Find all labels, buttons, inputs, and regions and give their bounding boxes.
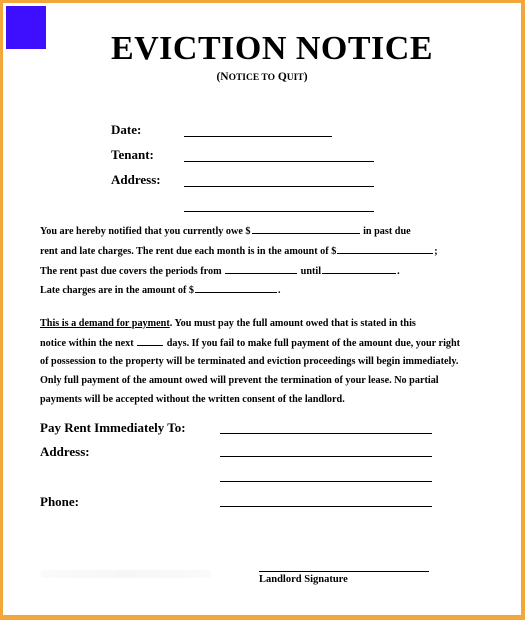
demand-text: This is a demand for payment [40, 318, 170, 329]
periods-text: The rent past due covers the periods from [40, 266, 222, 277]
pay-address-label: Address: [40, 444, 90, 459]
phone-line[interactable] [220, 506, 432, 507]
phone-label: Phone: [40, 494, 79, 509]
owed-amount-blank[interactable] [252, 221, 360, 234]
possession-line [40, 352, 458, 372]
monthly-rent-blank[interactable] [337, 241, 433, 254]
late-charges-end-text: . [278, 285, 281, 296]
address-line-1[interactable] [184, 186, 374, 187]
address-line-2[interactable] [184, 211, 374, 212]
until-text: until [300, 266, 322, 277]
days-line [40, 333, 460, 354]
period-from-blank[interactable] [225, 261, 297, 274]
days-blank[interactable] [137, 333, 163, 346]
owed-text: You are hereby notified that you currently owe $ [40, 226, 251, 237]
within-text: notice within the next [40, 338, 134, 349]
period-end-text: . [397, 266, 400, 277]
pay-address-line-2[interactable] [220, 481, 432, 482]
demand-line [40, 314, 416, 334]
monthly-rent-line [40, 241, 438, 262]
days-rest-text: days. If you fail to make full payment of the amount due, your right [166, 338, 461, 349]
tenant-label: Tenant: [111, 147, 154, 162]
late-charges-blank[interactable] [195, 280, 277, 293]
tenant-line[interactable] [184, 161, 374, 162]
pay-rent-line[interactable] [220, 433, 432, 434]
possession-text: of possession to the property will be terminated and eviction proceedings will begin immediately. [40, 356, 459, 367]
monthly-rent-text: rent and late charges. The rent due each month is in the amount of $ [40, 246, 337, 257]
faint-watermark [41, 570, 211, 578]
signature-line[interactable] [259, 571, 429, 572]
page-subtitle: (NOTICE TO QUIT) [216, 71, 308, 83]
period-until-blank[interactable] [322, 261, 396, 274]
partial-payments-line [40, 390, 345, 410]
past-due-text: in past due [363, 226, 411, 237]
address-label: Address: [111, 172, 161, 187]
demand-rest-text: . You must pay the full amount owed that is stated in this [169, 318, 416, 329]
late-charges-text: Late charges are in the amount of $ [40, 285, 195, 296]
full-payment-line [40, 371, 439, 391]
partial-payments-text: payments will be accepted without the written consent of the landlord. [40, 394, 345, 405]
owed-line [40, 221, 411, 242]
semicolon-text: ; [434, 246, 438, 257]
page-title: EVICTION NOTICE [110, 30, 434, 67]
pay-address-line-1[interactable] [220, 456, 432, 457]
pay-rent-label: Pay Rent Immediately To: [40, 420, 186, 435]
signature-label: Landlord Signature [259, 574, 348, 585]
periods-line [40, 261, 400, 282]
full-payment-text: Only full payment of the amount owed will prevent the termination of your lease. No partial [40, 375, 439, 386]
date-label: Date: [111, 122, 142, 137]
date-line[interactable] [184, 136, 332, 137]
late-charges-line [40, 280, 281, 301]
notice-page [3, 3, 521, 615]
